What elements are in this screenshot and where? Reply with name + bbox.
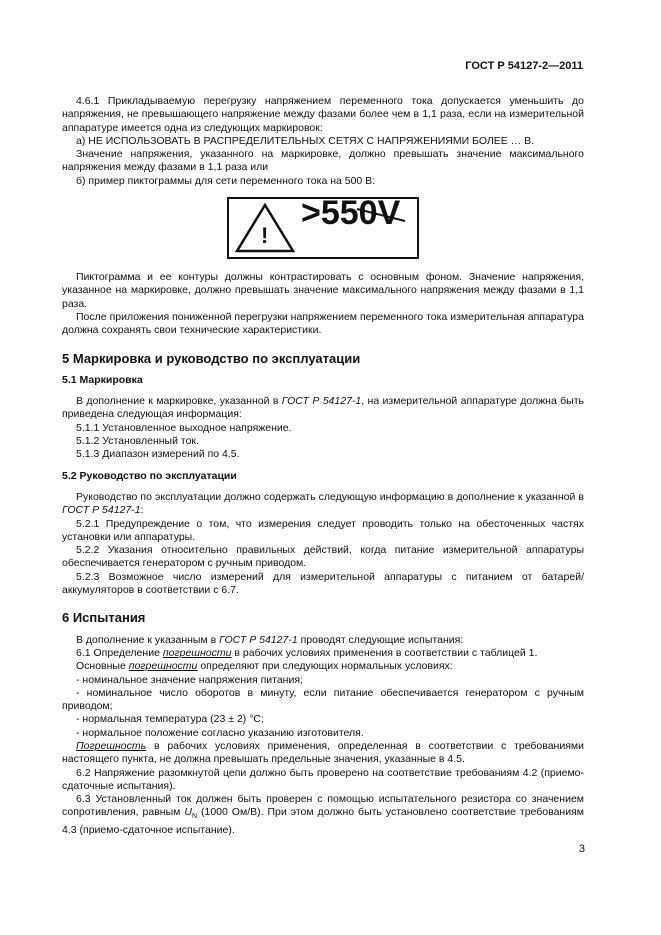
page-number: 3: [578, 843, 585, 855]
item-5-2-1: 5.2.1 Предупреждение о том, что измерения следует проводить только на обесточенных частях установки или аппаратуры.: [62, 517, 584, 543]
term-error: погрешности: [162, 646, 232, 659]
paragraph-after-overload: После приложения пониженной перегрузки напряжением переменного тока измерительная аппаратура должна сохранять свои технические характеристики.: [62, 310, 584, 337]
item-5-1-1: 5.1.1 Установленное выходное напряжение.: [76, 421, 292, 434]
pictogram-voltage-label: >550V: [301, 194, 401, 233]
section-6-title: 6 Испытания: [62, 610, 146, 626]
document-header: ГОСТ Р 54127-2—2011: [465, 60, 583, 72]
paragraph-4-6-1: 4.6.1 Прикладываемую перегрузку напряжением переменного тока допускается уменьшить до напряжения, не превышающего напряжение между фазами более чем в 1,1 раза, если на измерительной аппаратуре имеется одна из следующих маркировок:: [62, 95, 584, 134]
list-item-position: - нормальное положение согласно указанию изготовителя.: [76, 726, 364, 739]
item-5-2-2: 5.2.2 Указания относительно правильных действий, когда питание измерительной аппаратуры обеспечивается генератором с ручным приводом.: [62, 544, 584, 570]
voltage-subscript: N: [191, 813, 198, 821]
term-error: Погрешность: [76, 739, 147, 752]
voltage-pictogram: [227, 194, 419, 259]
list-item-rpm: - номинальное число оборотов в минуту, если питание обеспечивается генератором с ручным приводом;: [62, 686, 584, 713]
marking-option-a: а) НЕ ИСПОЛЬЗОВАТЬ В РАСПРЕДЕЛИТЕЛЬНЫХ СЕТЯХ С НАПРЯЖЕНИЯМИ БОЛЕЕ … В.: [76, 134, 535, 147]
section-5-title: 5 Маркировка и руководство по эксплуатации: [62, 350, 361, 366]
term-error: погрешности: [128, 660, 198, 673]
paragraph-5-2-intro: Руководство по эксплуатации должно содержать следующую информацию в дополнение к указанной в ГОСТ Р 54127-1:: [62, 490, 584, 517]
standard-reference: ГОСТ Р 54127-1: [281, 395, 362, 408]
list-item-temperature: - нормальная температура (23 ± 2) °С;: [76, 713, 264, 726]
section-5-2-title: 5.2 Руководство по эксплуатации: [62, 469, 237, 482]
pictogram-container: [62, 194, 584, 259]
item-5-1-2: 5.1.2 Установленный ток.: [76, 435, 199, 448]
exclamation-mark: !: [261, 223, 269, 249]
marking-option-b: б) пример пиктограммы для сети переменного тока на 500 В:: [76, 174, 376, 187]
list-item-supply-voltage: - номинальное значение напряжения питания;: [76, 673, 303, 686]
item-5-1-3: 5.1.3 Диапазон измерений по 4.5.: [76, 448, 240, 461]
paragraph-voltage-marking: Значение напряжения, указанного на маркировке, должно превышать значение максимального напряжения между фазами в 1,1 раза или: [62, 148, 584, 174]
item-6-2: 6.2 Напряжение разомкнутой цепи должно быть проверено на соответствие требованиям 4.2 (приемо-сдаточные испытания).: [62, 766, 584, 792]
item-6-3: 6.3 Установленный ток должен быть проверен с помощью испытательного резистора со значением сопротивления, равным $U_N$ (1000 Ом/В). При этом должно быть установлено соответствие требованиям 4.3 (приемо-сдаточное испытание).: [62, 793, 584, 836]
section-5-1-title: 5.1 Маркировка: [62, 373, 143, 386]
item-6-1: 6.1 Определение погрешности в рабочих условиях применения в соответствии с таблицей 1.: [76, 646, 538, 659]
standard-reference: ГОСТ Р 54127-1: [62, 504, 141, 517]
paragraph-basic-errors: Основные погрешности определяют при следующих нормальных условиях:: [76, 660, 453, 673]
paragraph-6-intro: В дополнение к указанным в ГОСТ Р 54127-1 проводят следующие испытания:: [76, 633, 464, 646]
standard-reference: ГОСТ Р 54127-1: [219, 633, 298, 646]
voltage-symbol: U: [184, 806, 192, 819]
paragraph-pictogram-contrast: Пиктограмма и ее контуры должны контрастировать с основным фоном. Значение напряжения, указанное на маркировке, должно превышать значение максимального напряжения между фазами в 1,1 раза.: [62, 271, 584, 310]
document-body: [62, 95, 584, 837]
paragraph-operating-error: Погрешность в рабочих условиях применения, определенная в соответствии с требованиями настоящего пункта, не должна превышать предельные значения, указанные в 4.5.: [62, 739, 584, 766]
item-5-2-3: 5.2.3 Возможное число измерений для измерительной аппаратуры с питанием от батарей/аккумуляторов в соответствии с 6.7.: [62, 570, 584, 597]
paragraph-5-1-intro: В дополнение к маркировке, указанной в ГОСТ Р 54127-1, на измерительной аппаратуре должна быть приведена следующая информация:: [62, 395, 584, 421]
